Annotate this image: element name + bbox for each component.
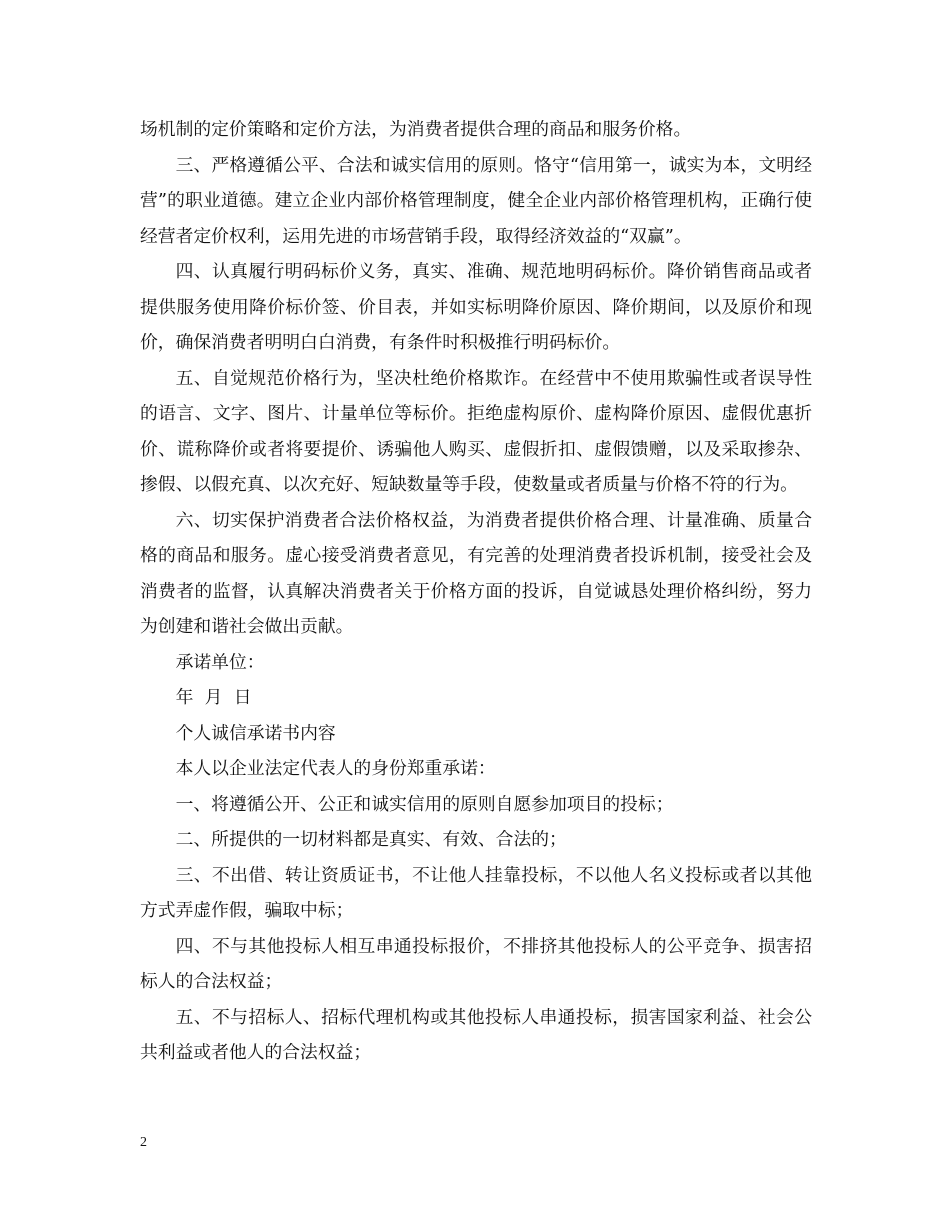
document-body [140, 112, 812, 1071]
paragraph: 场机制的定价策略和定价方法，为消费者提供合理的商品和服务价格。 [140, 119, 692, 140]
paragraph: 三、不出借、转让资质证书，不让他人挂靠投标，不以他人名义投标或者以其他方式弄虚作假，骗取中标； [140, 864, 812, 921]
paragraph: 三、严格遵循公平、合法和诚实信用的原则。恪守“信用第一，诚实为本，文明经营”的职业道德。建立企业内部价格管理制度，健全企业内部价格管理机构，正确行使经营者定价权利，运用先进的市场营销手段，取得经济效益的“双赢”。 [140, 154, 812, 247]
date-line: 年 月 日 [175, 687, 252, 708]
paragraph: 四、不与其他投标人相互串通投标报价，不排挤其他投标人的公平竞争、损害招标人的合法权益； [140, 935, 812, 992]
page-number: 2 [140, 1135, 147, 1150]
paragraph: 本人以企业法定代表人的身份郑重承诺： [175, 758, 496, 779]
paragraph: 五、自觉规范价格行为，坚决杜绝价格欺诈。在经营中不使用欺骗性或者误导性的语言、文字、图片、计量单位等标价。拒绝虚构原价、虚构降价原因、虚假优惠折价、谎称降价或者将要提价、诱骗他人购买、虚假折扣、虚假馈赠，以及采取掺杂、掺假、以假充真、以次充好、短缺数量等手段，使数量或者质量与价格不符的行为。 [140, 367, 812, 495]
paragraph: 五、不与招标人、招标代理机构或其他投标人串通投标，损害国家利益、社会公共利益或者他人的合法权益； [140, 1006, 812, 1063]
section-heading: 个人诚信承诺书内容 [175, 722, 336, 744]
paragraph: 二、所提供的一切材料都是真实、有效、合法的； [175, 829, 567, 850]
paragraph: 四、认真履行明码标价义务，真实、准确、规范地明码标价。降价销售商品或者提供服务使用降价标价签、价目表，并如实标明降价原因、降价期间，以及原价和现价，确保消费者明明白白消费，有条件时积极推行明码标价。 [140, 261, 812, 353]
paragraph: 六、切实保护消费者合法价格权益，为消费者提供价格合理、计量准确、质量合格的商品和服务。虚心接受消费者意见，有完善的处理消费者投诉机制，接受社会及消费者的监督，认真解决消费者关于价格方面的投诉，自觉诚恳处理价格纠纷，努力为创建和谐社会做出贡献。 [140, 509, 812, 637]
signature-unit-line: 承诺单位： [175, 651, 265, 673]
paragraph: 一、将遵循公开、公正和诚实信用的原则自愿参加项目的投标； [175, 793, 674, 815]
